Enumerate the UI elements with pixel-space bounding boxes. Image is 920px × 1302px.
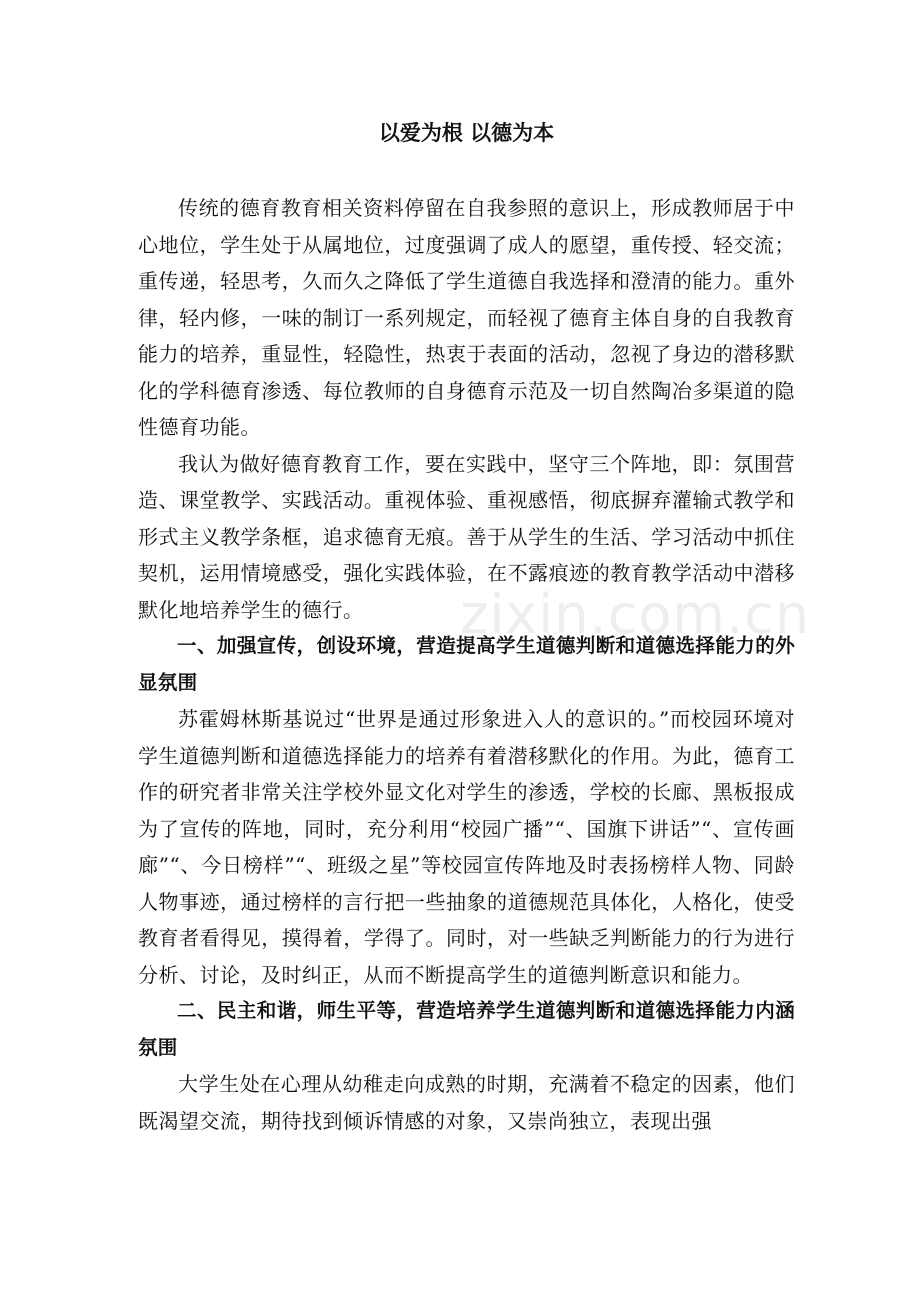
section-heading-2: 二、民主和谐，师生平等，营造培养学生道德判断和道德选择能力内涵氛围 [138,999,795,1059]
document-title: 以爱为根 以德为本 [378,121,555,145]
site-watermark: zixin.com.cn [460,583,811,646]
document-body [138,190,795,1139]
section-paragraph-1: 苏霍姆林斯基说过“世界是通过形象进入人的意识的。”而校园环境对学生道德判断和道德选择能力的培养有着潜移默化的作用。为此，德育工作的研究者非常关注学校外显文化对学生的渗透，学校的长廊、黑板报成为了宣传的阵地，同时，充分利用“校园广播”“、国旗下讲话”“、宣传画廊”“、今日榜样”“、班级之星”等校园宣传阵地及时表扬榜样人物、同龄人物事迹，通过榜样的言行把一些抽象的道德规范具体化，人格化，使受教育者看得见，摸得着，学得了。同时，对一些缺乏判断能力的行为进行分析、讨论，及时纠正，从而不断提高学生的道德判断意识和能力。 [138,707,795,987]
paragraph-intro-1: 传统的德育教育相关资料停留在自我参照的意识上，形成教师居于中心地位，学生处于从属地位，过度强调了成人的愿望，重传授、轻交流；重传递，轻思考，久而久之降低了学生道德自我选择和澄清的能力。重外律，轻内修，一味的制订一系列规定，而轻视了德育主体自身的自我教育能力的培养，重显性，轻隐性，热衷于表面的活动，忽视了身边的潜移默化的学科德育渗透、每位教师的自身德育示范及一切自然陶冶多渠道的隐性德育功能。 [138,196,795,439]
paragraph-intro-2: 我认为做好德育教育工作，要在实践中，坚守三个阵地，即：氛围营造、课堂教学、实践活动。重视体验、重视感悟，彻底摒弃灌输式教学和形式主义教学条框，追求德育无痕。善于从学生的生活、学习活动中抓住契机，运用情境感受，强化实践体验，在不露痕迹的教育教学活动中潜移默化地培养学生的德行。 [138,451,795,622]
section-paragraph-2: 大学生处在心理从幼稚走向成熟的时期，充满着不稳定的因素，他们既渴望交流，期待找到倾诉情感的对象，又崇尚独立，表现出强 [138,1072,795,1133]
section-heading-1: 一、加强宣传，创设环境，营造提高学生道德判断和道德选择能力的外显氛围 [138,634,795,694]
